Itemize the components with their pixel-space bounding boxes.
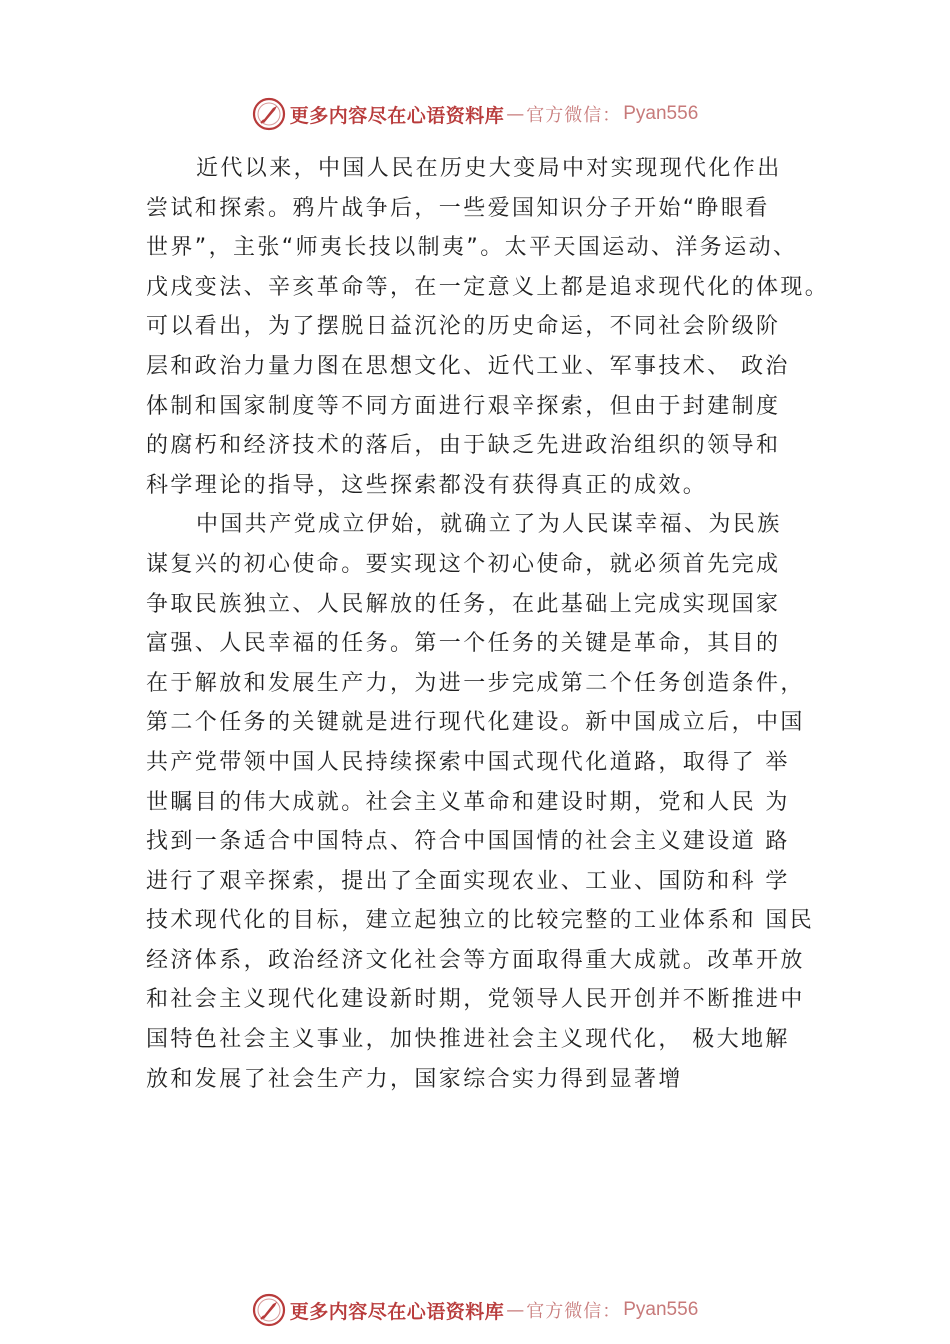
text-line: 共产党带领中国人民持续探索中国式现代化道路，取得了 举 (146, 749, 790, 775)
text-line: 戊戌变法、辛亥革命等，在一定意义上都是追求现代化的体现。 (146, 274, 830, 300)
text-line: 放和发展了社会生产力，国家综合实力得到显著增 (146, 1066, 683, 1092)
text-line: 找到一条适合中国特点、符合中国国情的社会主义建设道 路 (146, 829, 790, 855)
text-line: 层和政治力量力图在思想文化、近代工业、军事技术、 政治 (146, 353, 790, 379)
text-line: 和社会主义现代化建设新时期，党领导人民开创并不断推进中 (146, 987, 805, 1013)
pen-nib-circle-icon (252, 97, 286, 131)
text-line: 在于解放和发展生产力，为进一步完成第二个任务创造条件， (146, 670, 805, 696)
text-line: 近代以来，中国人民在历史大变局中对实现现代化作出 (196, 156, 782, 181)
text-line: 尝试和探索。鸦片战争后，一些爱国知识分子开始“睁眼看 (146, 195, 770, 221)
text-line: 体制和国家制度等不同方面进行艰辛探索，但由于封建制度 (146, 393, 781, 419)
header-banner-separator: — (506, 103, 525, 125)
footer-banner (0, 1290, 950, 1330)
footer-banner-text: 更多内容尽在心语资料库 (289, 1300, 505, 1323)
footer-account-id: Pyan556 (623, 1299, 699, 1320)
text-line: 世瞩目的伟大成就。社会主义革命和建设时期，党和人民 为 (146, 789, 790, 815)
header-banner (0, 94, 950, 134)
text-line: 第二个任务的关键就是进行现代化建设。新中国成立后，中国 (146, 710, 805, 736)
text-line: 技术现代化的目标，建立起独立的比较完整的工业体系和 国民 (146, 908, 815, 934)
text-line: 经济体系，政治经济文化社会等方面取得重大成就。改革开放 (146, 947, 805, 973)
footer-banner-separator: — (506, 1299, 525, 1321)
footer-account-label: 官方微信： (526, 1301, 622, 1322)
header-account-id: Pyan556 (623, 103, 699, 124)
text-line: 可以看出，为了摆脱日益沉沦的历史命运，不同社会阶级阶 (146, 314, 781, 340)
text-line: 富强、人民幸福的任务。第一个任务的关键是革命，其目的 (146, 631, 781, 657)
text-line: 的腐朽和经济技术的落后，由于缺乏先进政治组织的领导和 (146, 433, 781, 459)
text-line: 国特色社会主义事业，加快推进社会主义现代化， 极大地解 (146, 1027, 790, 1053)
text-line: 科学理论的指导，这些探索都没有获得真正的成效。 (146, 472, 708, 498)
text-line: 谋复兴的初心使命。要实现这个初心使命，就必须首先完成 (146, 551, 781, 577)
text-line: 争取民族独立、人民解放的任务，在此基础上完成实现国家 (146, 591, 781, 617)
text-line: 中国共产党成立伊始，就确立了为人民谋幸福、为民族 (196, 512, 782, 538)
text-line: 世界”，主张“师夷长技以制夷”。太平天国运动、洋务运动、 (146, 235, 798, 261)
body-text (146, 149, 836, 1099)
header-account-label: 官方微信： (526, 105, 622, 126)
header-banner-text: 更多内容尽在心语资料库 (289, 104, 505, 127)
pen-nib-circle-icon (252, 1293, 286, 1327)
text-line: 进行了艰辛探索，提出了全面实现农业、工业、国防和科 学 (146, 868, 790, 894)
